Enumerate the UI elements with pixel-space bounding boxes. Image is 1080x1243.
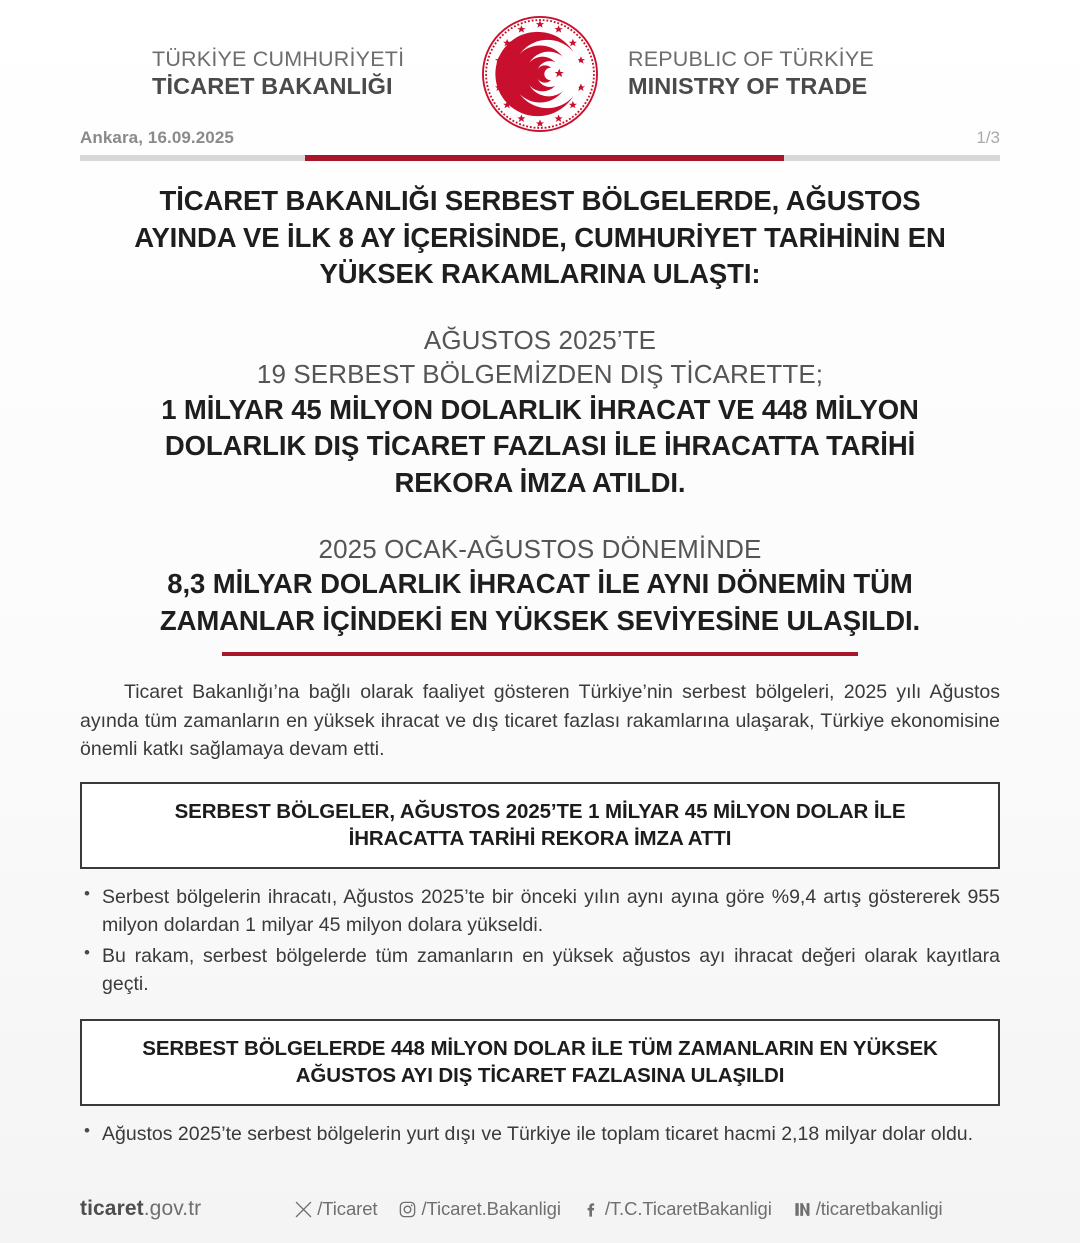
social-link-x[interactable] (293, 1198, 377, 1220)
social-links (293, 1198, 942, 1220)
section-1-callout-line-1: SERBEST BÖLGELER, AĞUSTOS 2025’TE 1 MİLYAR 45 MİLYON DOLAR İLE (174, 799, 906, 823)
page-indicator: 1/3 (976, 128, 1000, 147)
header-divider-accent (305, 155, 783, 161)
ministry-name-turkish (152, 47, 452, 100)
section-1-bullets (80, 883, 1000, 1001)
intro-paragraph: Ticaret Bakanlığı’na bağlı olarak faaliyet gösteren Türkiye’nin serbest bölgeleri, 2025 yılı Ağustos ayında tüm zamanların en yüksek ihracat ve dış ticaret fazlası rakamlarına ulaşarak, Türkiye ekonomisine önemli katkı sağlamaya devam etti. (80, 681, 1000, 761)
ministry-label-en: MINISTRY OF TRADE (628, 72, 868, 99)
dateline: Ankara, 16.09.2025 (80, 128, 234, 147)
social-handle-x: /Ticaret (317, 1198, 378, 1219)
website-url-rest: .gov.tr (143, 1197, 202, 1220)
page-title (80, 183, 1000, 293)
subhead1-bold-line-1: 1 MİLYAR 45 MİLYON DOLARLIK İHRACAT VE 448 MİLYON (161, 393, 919, 425)
masthead (80, 0, 1000, 122)
social-handle-n-platform: /ticaretbakanligi (815, 1198, 943, 1219)
subhead1-light-line-1: AĞUSTOS 2025’TE (423, 324, 657, 355)
subhead1-bold-line-3: REKORA İMZA ATILDI. (394, 466, 686, 498)
x-twitter-icon (293, 1199, 314, 1220)
section-2-bullets (80, 1120, 1000, 1150)
social-link-instagram[interactable] (397, 1198, 560, 1220)
n-mark-icon (792, 1199, 813, 1220)
turkish-ministry-of-trade-emblem (478, 12, 602, 136)
layout-spacer (80, 1150, 1000, 1185)
section-1-callout-line-2: İHRACATTA TARİHİ REKORA İMZA ATTI (348, 826, 732, 850)
social-link-facebook[interactable] (581, 1198, 772, 1220)
website-url[interactable] (80, 1197, 201, 1221)
ministry-name-english (628, 47, 928, 100)
headline-underline (222, 652, 858, 656)
headline-line-1: TİCARET BAKANLIĞI SERBEST BÖLGELERDE, AĞUSTOS (159, 185, 921, 216)
subhead2-bold-line-2: ZAMANLAR İÇİNDEKİ EN YÜKSEK SEVİYESİNE ULAŞILDI. (159, 604, 921, 636)
facebook-icon (581, 1199, 602, 1220)
website-url-bold: ticaret (80, 1197, 144, 1220)
date-and-page-row (80, 128, 1000, 148)
subhead2-bold-line-1: 8,3 MİLYAR DOLARLIK İHRACAT İLE AYNI DÖNEMİN TÜM (167, 568, 913, 600)
section-2-callout (80, 1019, 1000, 1106)
headline-line-3: YÜKSEK RAKAMLARINA ULAŞTI: (319, 258, 761, 290)
subhead2-light-line-1: 2025 OCAK-AĞUSTOS DÖNEMİNDE (318, 533, 762, 564)
republic-label-tr: TÜRKİYE CUMHURİYETİ (152, 47, 405, 72)
headline-line-2: AYINDA VE İLK 8 AY İÇERİSİNDE, CUMHURİYET TARİHİNİN EN (134, 221, 946, 253)
subhead1-bold-line-2: DOLARLIK DIŞ TİCARET FAZLASI İLE İHRACATTA TARİHİ (164, 430, 916, 462)
social-link-n-platform[interactable] (792, 1198, 943, 1220)
section-2-callout-line-1: SERBEST BÖLGELERDE 448 MİLYON DOLAR İLE TÜM ZAMANLARIN EN YÜKSEK (142, 1036, 938, 1060)
republic-label-en: REPUBLIC OF TÜRKİYE (628, 47, 874, 72)
section-1-callout (80, 782, 1000, 869)
subheadline-jan-august (80, 532, 1000, 640)
list-item: • Serbest bölgelerin ihracatı, Ağustos 2025’te bir önceki yılın aynı ayına göre %9,4 artış göstererek 955 milyon dolardan 1 milyar 45 milyon dolara yükseldi. (80, 883, 1000, 940)
header-divider (80, 155, 1000, 161)
subhead1-light-line-2: 19 SERBEST BÖLGEMİZDEN DIŞ TİCARETTE; (256, 359, 824, 390)
footer (80, 1197, 1000, 1243)
instagram-icon (397, 1199, 418, 1220)
ministry-label-tr: TİCARET BAKANLIĞI (152, 72, 393, 99)
list-item: • Bu rakam, serbest bölgelerde tüm zamanların en yüksek ağustos ayı ihracat değeri olarak kayıtlara geçti. (80, 942, 1000, 999)
list-item: • Ağustos 2025’te serbest bölgelerin yurt dışı ve Türkiye ile toplam ticaret hacmi 2,18 milyar dolar oldu. (80, 1120, 1000, 1148)
social-handle-facebook: /T.C.TicaretBakanligi (604, 1198, 772, 1219)
subheadline-august (80, 323, 1000, 502)
section-2-callout-line-2: AĞUSTOS AYI DIŞ TİCARET FAZLASINA ULAŞILDI (295, 1063, 785, 1087)
social-handle-instagram: /Ticaret.Bakanligi (421, 1198, 561, 1219)
